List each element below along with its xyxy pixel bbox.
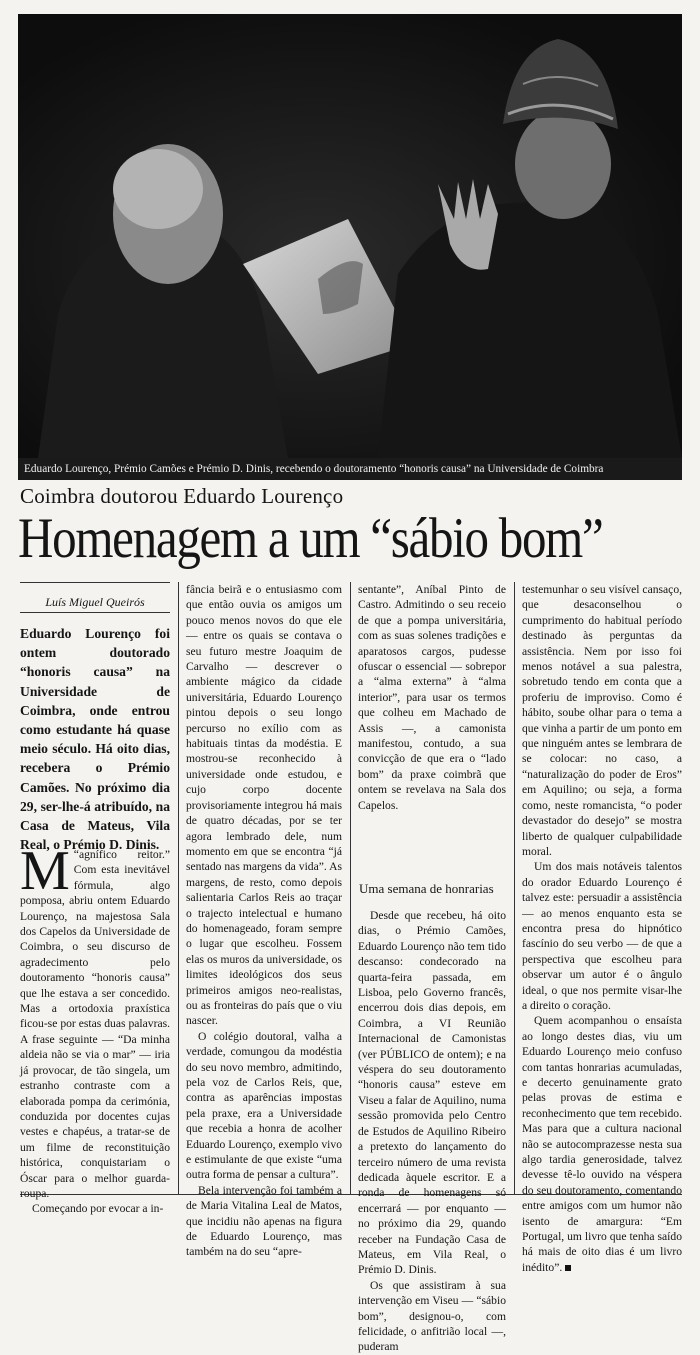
col1-paragraph-1: “agnífico reitor.” Com esta inevitável fórmula, algo pomposa, abriu ontem Eduardo Lourenço, na majestosa Sala dos Capelos da Universidade de Coimbra, o seu discurso de agradecimento pelo doutoramento “honoris causa” que lhe estava a ser concedido. Mas a ortodoxia praxística ficou-se por estas duas palavras. A frase seguinte — “Da minha aldeia não se via o mar” — iria já provocar, de tão singela, um estranho contraste com a elaborada pompa da cerimónia, conduzida por docentes cujas vestes e chapéus, a tratar-se de um filme de reconstituição histórica, conquistariam o Óscar para o melhor guarda-roupa. [20, 848, 170, 1200]
column-3-body [358, 582, 506, 813]
elderly-man-face-highlight [113, 149, 203, 229]
section-subhead: Uma semana de honrarias [359, 881, 494, 896]
photo-caption: Eduardo Lourenço, Prémio Camões e Prémio D. Dinis, recebendo o doutoramento “honoris causa” na Universidade de Coimbra [18, 458, 682, 480]
byline-rule-bottom [20, 612, 170, 613]
end-mark [565, 1265, 571, 1271]
col4-paragraph-3 [522, 1013, 682, 1275]
col3-paragraph-1: sentante”, Aníbal Pinto de Castro. Admitindo o seu receio de que a pompa universitária, com as suas solenes tradições e aparatosos cargos, pudesse ofuscar o essencial — sobrepor a “alma externa” à “alma interior”, para usar os termos que colheu em Machado de Assis —, a camonista manifestou, contudo, a sua convicção de que era o “lado bom” da praxe coimbrã que ontem se revelava na Sala dos Capelos. [358, 583, 506, 812]
col3-paragraph-2: Desde que recebeu, há oito dias, o Prémio Camões, Eduardo Lourenço não tem tido descanso: condecorado na quarta-feira passada, em Lisboa, pelo Governo francês, encerrou dois dias depois, em Coimbra, a VI Reunião Internacional de Camonistas (ver PÚBLICO de ontem); e na véspera do seu doutoramento “honoris causa” esteve em Viseu a falar de Aquilino, numa sessão promovida pelo Centro de Estudos de Aquilino Ribeiro a pretexto do lançamento do terceiro número de uma revista dedicada àquele escritor. E a ronda de homenagens só encerrará — por enquanto — no próximo dia 29, quando receber na Fundação Casa de Mateus, em Vila Real, o Prémio D. Dinis. [358, 909, 506, 1277]
col2-paragraph-3: Bela intervenção foi também a de Maria Vitalina Leal de Matos, que incidiu não apenas na figura de Eduardo Lourenço, mas também na do seu “apre- [186, 1183, 342, 1259]
column-rule-1 [178, 582, 179, 1194]
col4-paragraph-3-text: Quem acompanhou o ensaísta ao longo destes dias, viu um Eduardo Lourenço meio confuso com tantas honrarias acumuladas, e decerto genuinamente grato pelas provas de estima e reconhecimento que tem recebido. Mas para que a cultura nacional não se autocomprazesse nesta sua algo tardia generosidade, talvez devesse tê-lo ouvido na véspera do seu doutoramento, comentando entre amigos com um humor não isento de amargura: “Em Portugal, um livro que tenha saído há mais de oito dias é um livro inédito”. [522, 1014, 682, 1274]
photo-illustration [18, 14, 682, 458]
col1-paragraph-2: Começando por evocar a in- [32, 1202, 164, 1216]
col4-paragraph-1: testemunhar o seu visível cansaço, que desaconselhou o cumprimento do habitual período destinado às perguntas da assistência. Nem por isso foi menos notável a sua palestra, sobretudo tendo em conta que a proferiu de improviso. Como é hábito, soube olhar para o tema a que vinha a partir de um ponto em que ninguém antes se lembrara de se colocar: no caso, a “naturalização do poder de Eros” em Aquilino; ou seja, a forma como, neste romancista, “o poder devastador do desejo” se mostra liberto de qualquer culpabilidade moral. [522, 583, 683, 858]
col3-paragraph-3: Os que assistiram à sua intervenção em Viseu — “sábio bom”, designou-o, com felicidade, o anfitrião local —, puderam [358, 1278, 506, 1354]
col2-paragraph-1: fância beirã e o entusiasmo com que então ouvia os amigos um pouco menos novos do que ele — entre os quais se contava o seu futuro mestre Joaquim de Carvalho — descrever o ambiente mágico da cidade universitária, Eduardo Lourenço pintou depois o seu longo percurso no exílio com as habituais tintas da modéstia. E mostrou-se reconhecido à universidade onde estudou, e cujo corpo docente provisoriamente integrou há mais de quatro décadas, por se ter agora lembrado dele, num momento em que se encontra “já sentado nas margens da vida”. As margens, de resto, como depois salientaria Carlos Reis ao traçar o trajecto intelectual e humano do homenageado, foram sempre o lugar que escolheu. Fossem elas os muros da universidade, os limites ideológicos dos seus primeiros amigos neo-realistas, ou as fronteiras do país que o viu nascer. [186, 583, 342, 1028]
col4-paragraph-2: Um dos mais notáveis talentos do orador Eduardo Lourenço é talvez este: persuadir a assistência — ao menos enquanto esta se encontra presa do hipnótico fascínio do seu verbo — de que a perspectiva que escolheu para observar um autor é o ângulo ideal, o que nos permite visar-lhe a direito o coração. [522, 860, 682, 1012]
byline-rule [20, 582, 170, 583]
column-rule-2 [350, 582, 351, 1194]
headline: Homenagem a um “sábio bom” [18, 507, 603, 570]
article-photo [18, 14, 682, 458]
column-1-body [20, 840, 170, 1217]
kicker: Coimbra doutorou Eduardo Lourenço [20, 484, 344, 508]
drop-cap: M [20, 840, 70, 902]
byline: Luís Miguel Queirós [45, 595, 145, 609]
column-3-body-continued [358, 908, 506, 1355]
dignitary-head [515, 109, 611, 219]
col2-paragraph-2: O colégio doutoral, valha a verdade, comungou da modéstia do seu novo membro, admitindo, pela voz de Carlos Reis, que, contra as aparências impostas pela praxe, era a Universidade que recebia a honra de acolher Eduardo Lourenço, exemplo vivo e estimulante de que existe “uma outra forma de pensar a cultura”. [186, 1029, 342, 1182]
column-2-body [186, 582, 342, 1260]
column-rule-3 [514, 582, 515, 1194]
column-4-body [522, 582, 682, 1275]
lead-paragraph: Eduardo Lourenço foi ontem doutorado “honoris causa” na Universidade de Coimbra, onde entrou como estudante há quase meio século. Há oito dias, recebera o Prémio Camões. No próximo dia 29, ser-lhe-á atribuído, na Casa de Mateus, Vila Real, o Prémio D. Dinis. [20, 626, 170, 853]
